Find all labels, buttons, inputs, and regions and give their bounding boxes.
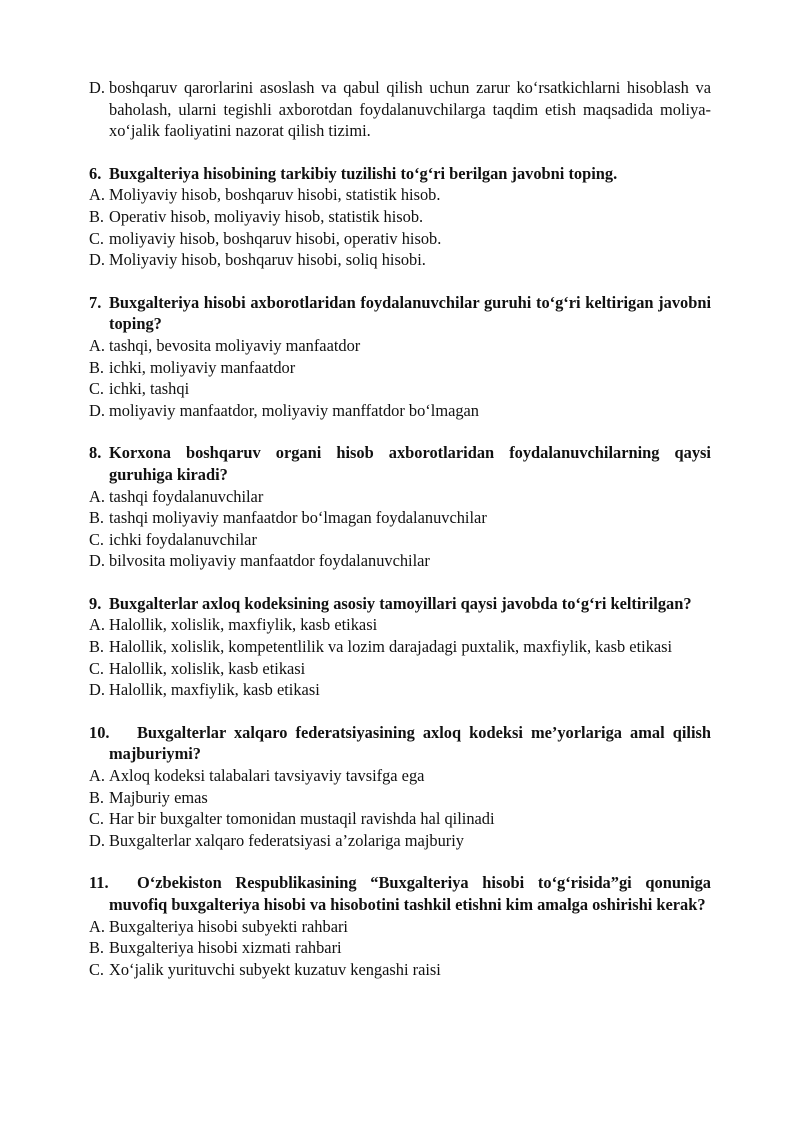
answer-option bbox=[89, 378, 711, 400]
option-label: C. bbox=[89, 658, 105, 678]
question-6 bbox=[89, 163, 711, 271]
question-9 bbox=[89, 593, 711, 701]
question-number: 6. bbox=[89, 163, 102, 183]
answer-option bbox=[89, 400, 711, 422]
answer-option bbox=[89, 679, 711, 701]
answer-option bbox=[89, 830, 711, 852]
answer-option bbox=[89, 486, 711, 508]
option-label: C. bbox=[89, 228, 105, 248]
option-text: moliyaviy manfaatdor, moliyaviy manffatdor boʻlmagan bbox=[109, 400, 480, 420]
option-text: bilvosita moliyaviy manfaatdor foydalanuvchilar bbox=[109, 551, 430, 571]
option-text: Har bir buxgalter tomonidan mustaqil ravishda hal qilinadi bbox=[109, 809, 495, 829]
question-7 bbox=[89, 292, 711, 422]
question-number: 11. bbox=[89, 873, 109, 893]
question-title bbox=[89, 593, 711, 615]
question-text: Buxgalterlar xalqaro federatsiyasining axloq kodeksi me’yorlariga amal qilish majburiymi? bbox=[109, 722, 711, 764]
answer-option bbox=[89, 206, 711, 228]
option-text: Moliyaviy hisob, boshqaruv hisobi, soliq hisobi. bbox=[109, 250, 426, 270]
question-8 bbox=[89, 442, 711, 572]
option-label: C. bbox=[89, 379, 105, 399]
option-text: Majburiy emas bbox=[109, 787, 208, 807]
option-label: A. bbox=[89, 185, 105, 205]
question-text: Korxona boshqaruv organi hisob axborotlaridan foydalanuvchilarning qaysi guruhiga kiradi? bbox=[109, 443, 711, 484]
option-text: Xoʻjalik yurituvchi subyekt kuzatuv kengashi raisi bbox=[109, 959, 441, 979]
question-number: 8. bbox=[89, 443, 102, 463]
option-text: boshqaruv qarorlarini asoslash va qabul qilish uchun zarur koʻrsatkichlarni hisoblash va baholash, ularni tegishli axborotdan foydalanuvchilarga taqdim etish maqsadida moliya-xoʻjalik faoliyatini nazorat qilish tizimi. bbox=[109, 78, 711, 141]
option-label: C. bbox=[89, 809, 105, 829]
option-text: tashqi foydalanuvchilar bbox=[109, 486, 264, 506]
option-text: moliyaviy hisob, boshqaruv hisobi, operativ hisob. bbox=[109, 228, 442, 248]
option-text: Operativ hisob, moliyaviy hisob, statistik hisob. bbox=[109, 206, 424, 226]
document-page bbox=[89, 77, 711, 980]
answer-option bbox=[89, 77, 711, 142]
option-label: A. bbox=[89, 916, 105, 936]
question-title bbox=[89, 722, 711, 765]
answer-option bbox=[89, 636, 711, 658]
answer-option bbox=[89, 249, 711, 271]
option-label: D. bbox=[89, 250, 105, 270]
question-title bbox=[89, 292, 711, 335]
question-text: Buxgalterlar axloq kodeksining asosiy tamoyillari qaysi javobda toʻgʻri keltirilgan? bbox=[109, 593, 692, 613]
answer-option bbox=[89, 959, 711, 981]
option-text: Buxgalterlar xalqaro federatsiyasi a’zolariga majburiy bbox=[109, 830, 464, 850]
option-label: B. bbox=[89, 787, 105, 807]
answer-option bbox=[89, 916, 711, 938]
answer-option bbox=[89, 335, 711, 357]
answer-option bbox=[89, 765, 711, 787]
answer-option bbox=[89, 658, 711, 680]
question-title bbox=[89, 163, 711, 185]
option-label: A. bbox=[89, 486, 105, 506]
option-label: D. bbox=[89, 551, 105, 571]
question-number: 10. bbox=[89, 722, 110, 742]
question-10 bbox=[89, 722, 711, 852]
question-number: 7. bbox=[89, 292, 102, 312]
answer-option bbox=[89, 614, 711, 636]
option-label: B. bbox=[89, 938, 105, 958]
option-label: A. bbox=[89, 766, 105, 786]
question-11 bbox=[89, 872, 711, 980]
option-text: Buxgalteriya hisobi xizmati rahbari bbox=[109, 938, 342, 958]
question-text: Buxgalteriya hisobining tarkibiy tuzilishi toʻgʻri berilgan javobni toping. bbox=[109, 163, 618, 183]
option-label: A. bbox=[89, 615, 105, 635]
question-text: Buxgalteriya hisobi axborotlaridan foydalanuvchilar guruhi toʻgʻri keltirigan javobni toping? bbox=[109, 292, 711, 334]
answer-option bbox=[89, 787, 711, 809]
option-text: ichki, moliyaviy manfaatdor bbox=[109, 357, 296, 377]
question-number: 9. bbox=[89, 593, 102, 613]
option-label: D. bbox=[89, 400, 105, 420]
option-text: Halollik, xolislik, kasb etikasi bbox=[109, 658, 306, 678]
answer-option bbox=[89, 937, 711, 959]
answer-option bbox=[89, 357, 711, 379]
option-label: D. bbox=[89, 78, 105, 97]
option-text: Moliyaviy hisob, boshqaruv hisobi, statistik hisob. bbox=[109, 185, 441, 205]
option-text: ichki foydalanuvchilar bbox=[109, 529, 257, 549]
option-text: ichki, tashqi bbox=[109, 379, 190, 399]
answer-option bbox=[89, 184, 711, 206]
option-label: B. bbox=[89, 357, 105, 377]
option-text: Halollik, maxfiylik, kasb etikasi bbox=[109, 680, 320, 700]
question-text: Oʻzbekiston Respublikasining “Buxgalteriya hisobi toʻgʻrisida”gi qonuniga muvofiq buxgalteriya hisobi va hisobotini tashkil etishni kim amalga oshirishi kerak? bbox=[109, 873, 711, 914]
option-label: A. bbox=[89, 335, 105, 355]
option-text: tashqi moliyaviy manfaatdor boʻlmagan foydalanuvchilar bbox=[109, 508, 487, 528]
option-text: Halollik, xolislik, maxfiylik, kasb etikasi bbox=[109, 615, 378, 635]
answer-option bbox=[89, 808, 711, 830]
answer-option bbox=[89, 550, 711, 572]
option-text: tashqi, bevosita moliyaviy manfaatdor bbox=[109, 335, 361, 355]
question-title bbox=[89, 872, 711, 915]
option-text: Axloq kodeksi talabalari tavsiyaviy tavsifga ega bbox=[109, 766, 425, 786]
answer-option bbox=[89, 507, 711, 529]
option-label: B. bbox=[89, 206, 105, 226]
option-text: Buxgalteriya hisobi subyekti rahbari bbox=[109, 916, 348, 936]
question-title bbox=[89, 442, 711, 485]
answer-option bbox=[89, 529, 711, 551]
option-label: D. bbox=[89, 830, 105, 850]
option-label: C. bbox=[89, 529, 105, 549]
option-label: B. bbox=[89, 637, 105, 657]
option-text: Halollik, xolislik, kompetentlilik va lozim darajadagi puxtalik, maxfiylik, kasb etikasi bbox=[109, 637, 673, 657]
option-label: B. bbox=[89, 508, 105, 528]
option-label: C. bbox=[89, 959, 105, 979]
answer-option bbox=[89, 228, 711, 250]
option-label: D. bbox=[89, 680, 105, 700]
